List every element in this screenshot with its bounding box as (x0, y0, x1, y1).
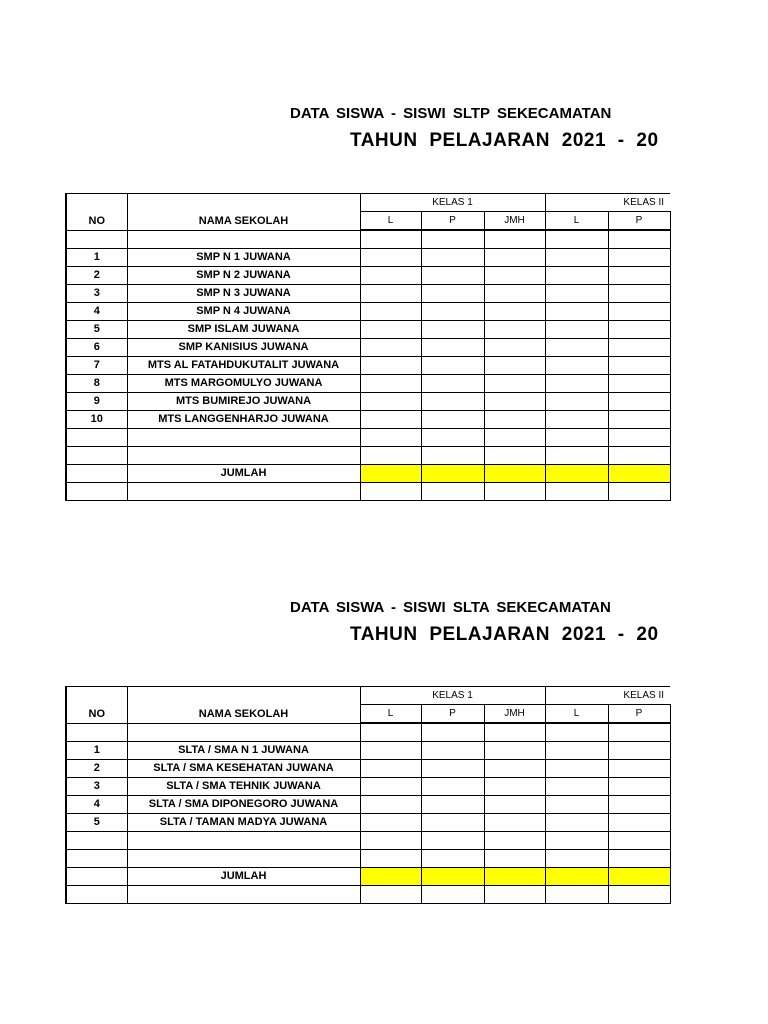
total-row (66, 868, 670, 886)
blank-row (66, 230, 670, 249)
total-label: JUMLAH (127, 868, 360, 886)
blank-row (66, 850, 670, 868)
header-no: NO (66, 687, 127, 724)
row-school-name: SMP ISLAM JUWANA (127, 321, 360, 339)
total-cell (608, 868, 670, 886)
row-school-name: MTS MARGOMULYO JUWANA (127, 375, 360, 393)
table-row (66, 357, 670, 375)
row-school-name: SMP N 2 JUWANA (127, 267, 360, 285)
total-cell (545, 868, 608, 886)
total-cell (484, 465, 545, 483)
row-no: 3 (66, 778, 127, 796)
slta-title: DATA SISWA - SISWI SLTA SEKECAMATAN (290, 599, 611, 616)
row-no: 6 (66, 339, 127, 357)
row-school-name: SMP KANISIUS JUWANA (127, 339, 360, 357)
sltp-subtitle: TAHUN PELAJARAN 2021 - 20 (350, 130, 659, 151)
total-cell (360, 868, 421, 886)
header-p: P (421, 705, 484, 724)
header-p: P (608, 705, 670, 724)
row-no: 3 (66, 285, 127, 303)
blank-row (66, 429, 670, 447)
row-no: 1 (66, 742, 127, 760)
table-row (66, 321, 670, 339)
header-no: NO (66, 194, 127, 231)
row-school-name: SLTA / TAMAN MADYA JUWANA (127, 814, 360, 832)
table-row (66, 814, 670, 832)
row-no: 1 (66, 249, 127, 267)
header-kelas-1: KELAS 1 (360, 194, 545, 212)
blank-row (66, 886, 670, 904)
table-row (66, 796, 670, 814)
row-school-name: MTS AL FATAHDUKUTALIT JUWANA (127, 357, 360, 375)
table-row (66, 393, 670, 411)
row-school-name: SLTA / SMA KESEHATAN JUWANA (127, 760, 360, 778)
total-cell (360, 465, 421, 483)
header-l: L (545, 212, 608, 231)
row-school-name: MTS LANGGENHARJO JUWANA (127, 411, 360, 429)
table-row (66, 285, 670, 303)
header-l: L (360, 212, 421, 231)
total-cell (545, 465, 608, 483)
header-kelas-1: KELAS 1 (360, 687, 545, 705)
row-no: 7 (66, 357, 127, 375)
header-jmh: JMH (484, 705, 545, 724)
header-kelas-2: KELAS II (545, 687, 670, 705)
header-p: P (608, 212, 670, 231)
row-no: 5 (66, 321, 127, 339)
blank-row (66, 723, 670, 742)
row-school-name: MTS BUMIREJO JUWANA (127, 393, 360, 411)
slta-table (65, 686, 671, 904)
row-no: 2 (66, 760, 127, 778)
table-row (66, 249, 670, 267)
row-school-name: SMP N 3 JUWANA (127, 285, 360, 303)
header-kelas-2: KELAS II (545, 194, 670, 212)
blank-row (66, 447, 670, 465)
table-row (66, 742, 670, 760)
header-nama-sekolah: NAMA SEKOLAH (127, 194, 360, 231)
table-row (66, 339, 670, 357)
row-no: 8 (66, 375, 127, 393)
row-no: 2 (66, 267, 127, 285)
table-row (66, 760, 670, 778)
table-row (66, 267, 670, 285)
sltp-table (65, 193, 671, 501)
table-row (66, 778, 670, 796)
row-no: 5 (66, 814, 127, 832)
sltp-title: DATA SISWA - SISWI SLTP SEKECAMATAN (290, 105, 612, 122)
header-l: L (545, 705, 608, 724)
blank-row (66, 483, 670, 501)
total-cell (484, 868, 545, 886)
row-no: 9 (66, 393, 127, 411)
row-no: 4 (66, 796, 127, 814)
row-school-name: SLTA / SMA TEHNIK JUWANA (127, 778, 360, 796)
total-label: JUMLAH (127, 465, 360, 483)
header-p: P (421, 212, 484, 231)
table-row (66, 375, 670, 393)
header-nama-sekolah: NAMA SEKOLAH (127, 687, 360, 724)
table-row (66, 411, 670, 429)
header-jmh: JMH (484, 212, 545, 231)
row-no: 4 (66, 303, 127, 321)
header-l: L (360, 705, 421, 724)
total-cell (421, 465, 484, 483)
table-row (66, 303, 670, 321)
total-row (66, 465, 670, 483)
row-school-name: SMP N 4 JUWANA (127, 303, 360, 321)
slta-subtitle: TAHUN PELAJARAN 2021 - 20 (350, 624, 659, 645)
total-cell (608, 465, 670, 483)
row-school-name: SMP N 1 JUWANA (127, 249, 360, 267)
row-no: 10 (66, 411, 127, 429)
total-cell (421, 868, 484, 886)
row-school-name: SLTA / SMA N 1 JUWANA (127, 742, 360, 760)
blank-row (66, 832, 670, 850)
row-school-name: SLTA / SMA DIPONEGORO JUWANA (127, 796, 360, 814)
